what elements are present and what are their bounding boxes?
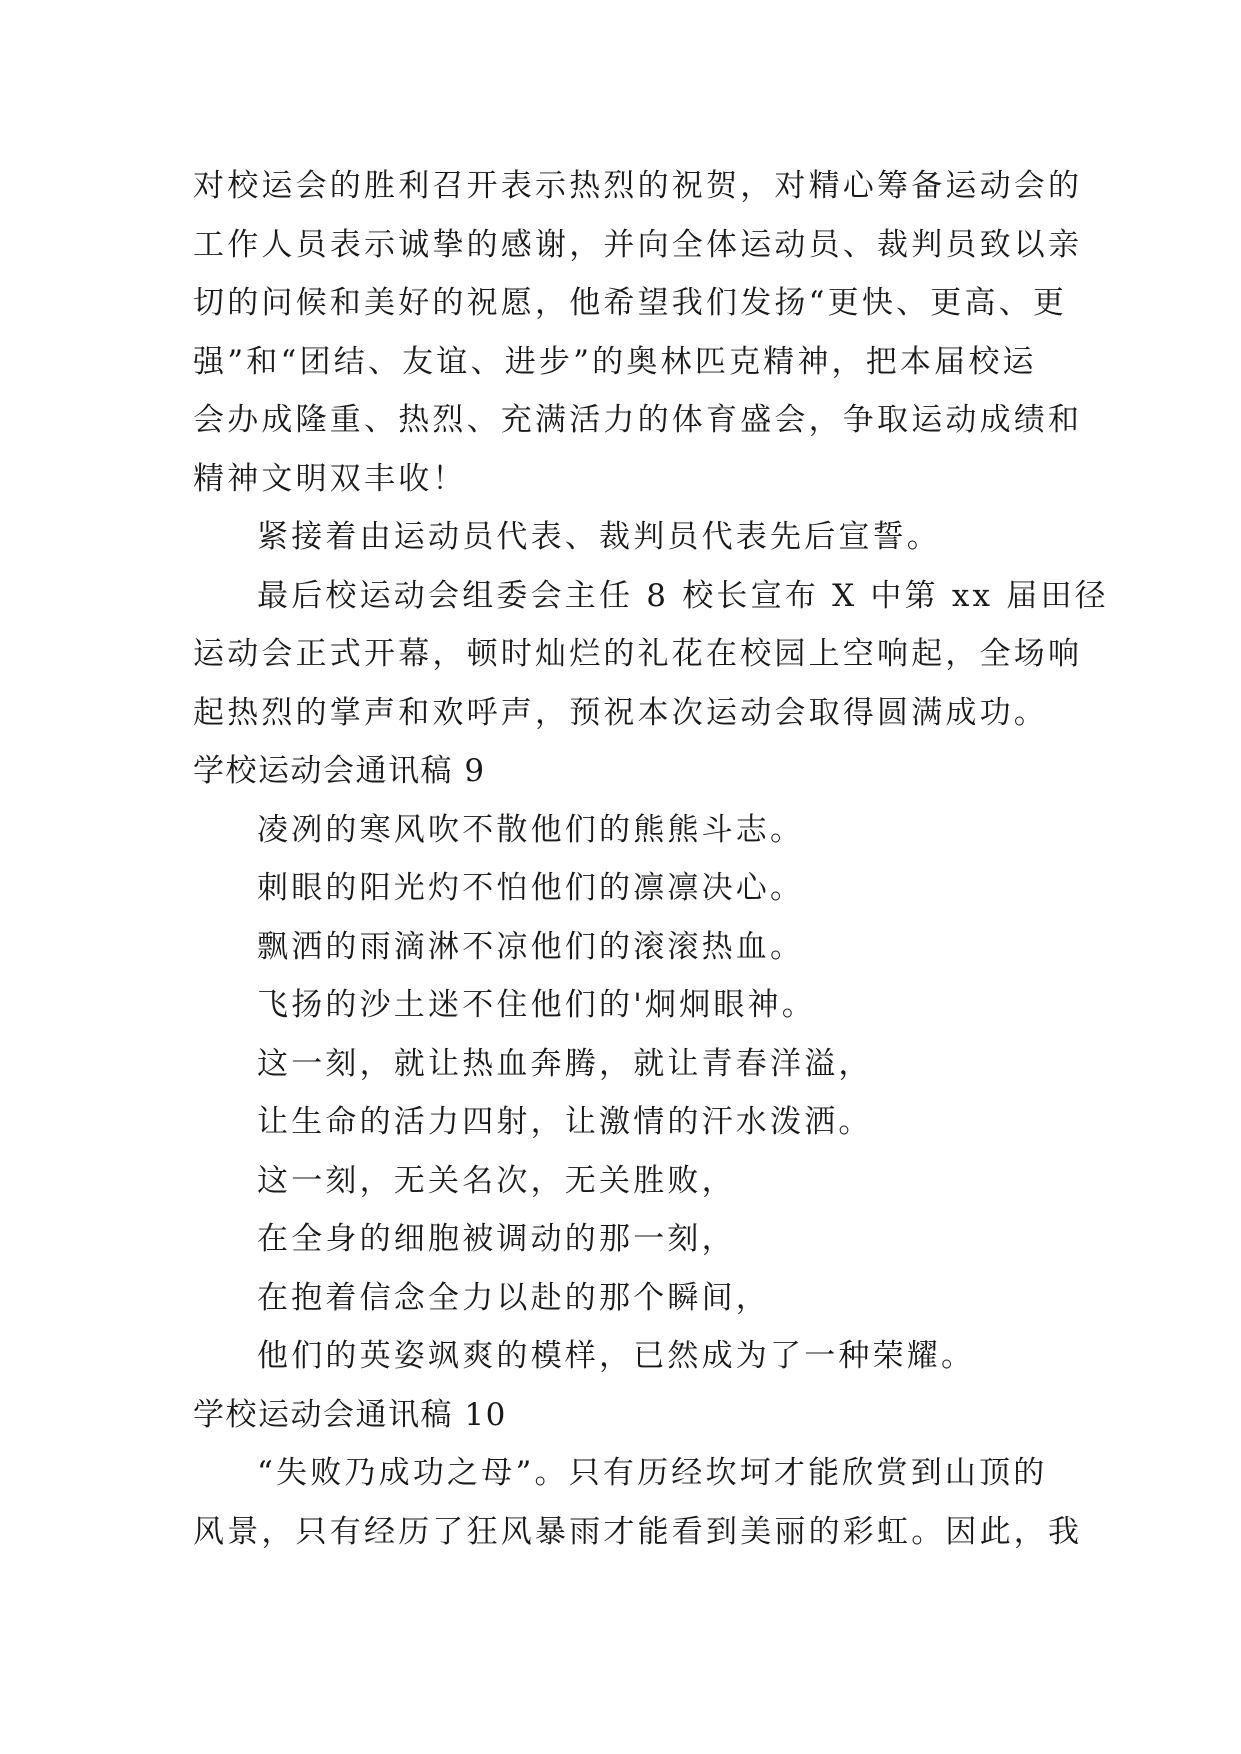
text-line: 让生命的活力四射，让激情的汗水泼洒。 — [257, 1104, 873, 1140]
document-body — [193, 157, 1109, 1561]
section-heading: 学校运动会通讯稿 10 — [193, 1396, 507, 1433]
text-line: 运动会正式开幕，顿时灿烂的礼花在校园上空响起，全场响 — [193, 636, 1083, 672]
text-line: 飘洒的雨滴淋不凉他们的滚滚热血。 — [257, 928, 805, 965]
text-line: 他们的英姿飒爽的模样，已然成为了一种荣耀。 — [257, 1338, 976, 1374]
text-line: 这一刻，就让热血奔腾，就让青春洋溢， — [257, 1045, 873, 1082]
text-line: 对校运会的胜利召开表示热烈的祝贺，对精心筹备运动会的 — [193, 168, 1083, 204]
text-line: 这一刻，无关名次，无关胜败， — [257, 1162, 736, 1199]
text-line: 凌冽的寒风吹不散他们的熊熊斗志。 — [257, 811, 805, 848]
section-heading: 学校运动会通讯稿 9 — [193, 753, 486, 789]
text-line: 飞扬的沙土迷不住他们的'炯炯眼神。 — [257, 987, 816, 1023]
text-line: 起热烈的掌声和欢呼声，预祝本次运动会取得圆满成功。 — [193, 694, 1048, 731]
text-line: 在抱着信念全力以赴的那个瞬间， — [257, 1279, 770, 1316]
text-line: 最后校运动会组委会主任 8 校长宣布 X 中第 xx 届田径 — [257, 577, 1109, 614]
text-line: 会办成隆重、热烈、充满活力的体育盛会，争取运动成绩和 — [193, 402, 1083, 438]
text-line: 工作人员表示诚挚的感谢，并向全体运动员、裁判员致以亲 — [193, 226, 1083, 263]
text-line: 精神文明双丰收！ — [193, 460, 467, 497]
text-line: 刺眼的阳光灼不怕他们的凛凛决心。 — [257, 870, 805, 906]
text-line: “失败乃成功之母”。只有历经坎坷才能欣赏到山顶的 — [257, 1455, 1048, 1491]
text-line: 在全身的细胞被调动的那一刻， — [257, 1221, 736, 1257]
text-line: 紧接着由运动员代表、裁判员代表先后宣誓。 — [257, 519, 941, 555]
text-line: 切的问候和美好的祝愿，他希望我们发扬“更快、更高、更 — [193, 285, 1068, 321]
text-line: 强”和“团结、友谊、进步”的奥林匹克精神，把本届校运 — [193, 343, 1037, 380]
text-line: 风景，只有经历了狂风暴雨才能看到美丽的彩虹。因此，我 — [193, 1513, 1083, 1550]
